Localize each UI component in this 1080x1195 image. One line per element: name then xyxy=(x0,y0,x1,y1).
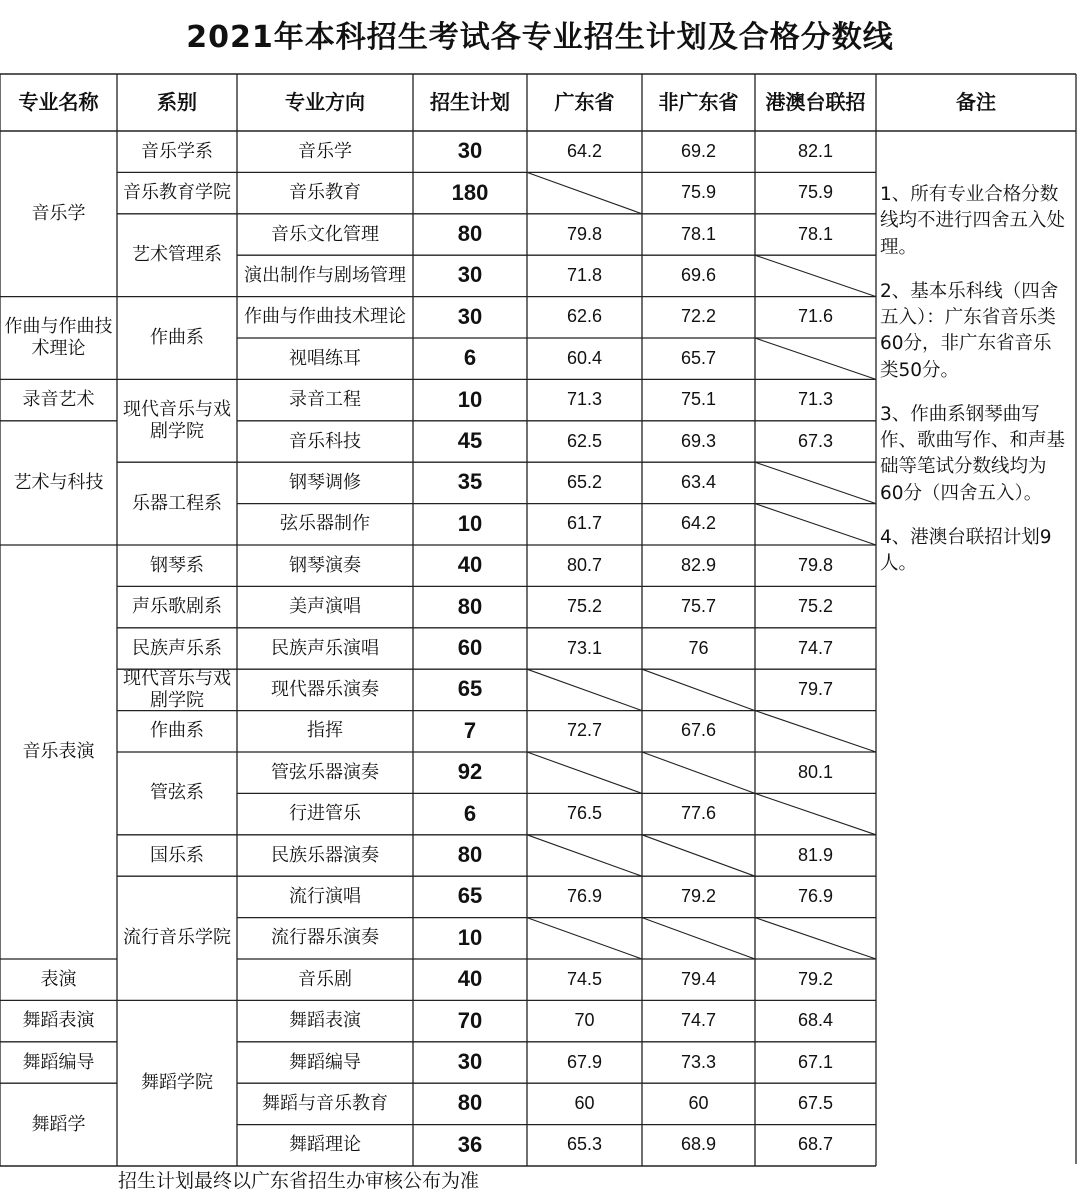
department-cell: 钢琴系 xyxy=(150,554,204,576)
score-guangdong-cell: 72.7 xyxy=(566,720,603,741)
score-hmt-cell: 79.2 xyxy=(797,968,834,989)
direction-cell: 作曲与作曲技术理论 xyxy=(244,306,406,328)
score-non-guangdong-cell: 67.6 xyxy=(680,720,717,741)
score-non-guangdong-cell: 68.9 xyxy=(680,1134,717,1155)
plan-cell: 92 xyxy=(457,759,483,785)
plan-cell: 180 xyxy=(451,179,489,205)
department-cell: 流行音乐学院 xyxy=(123,927,231,949)
score-non-guangdong-cell: 75.9 xyxy=(680,182,717,203)
major-cell: 作曲与作曲技术理论 xyxy=(4,316,113,359)
department-cell: 艺术管理系 xyxy=(132,244,222,266)
score-hmt-cell: 79.7 xyxy=(797,678,834,699)
direction-cell: 美声演唱 xyxy=(289,596,361,618)
department-cell: 声乐歌剧系 xyxy=(132,596,222,618)
score-hmt-cell: 82.1 xyxy=(797,140,834,161)
score-non-guangdong-cell: 76 xyxy=(688,637,709,658)
direction-cell: 演出制作与剧场管理 xyxy=(244,264,406,286)
score-guangdong-cell: 71.3 xyxy=(566,389,603,410)
score-guangdong-cell: 60 xyxy=(574,1092,595,1113)
score-hmt-cell: 71.3 xyxy=(797,389,834,410)
score-guangdong-cell: 75.2 xyxy=(566,596,603,617)
score-non-guangdong-cell: 65.7 xyxy=(680,347,717,368)
department-cell: 现代音乐与戏剧学院 xyxy=(123,667,231,711)
direction-cell: 录音工程 xyxy=(289,389,361,411)
score-guangdong-cell: 71.8 xyxy=(566,264,603,285)
direction-cell: 音乐剧 xyxy=(298,968,352,990)
header-gd: 广东省 xyxy=(554,90,615,115)
score-hmt-cell xyxy=(755,462,876,503)
score-guangdong-cell xyxy=(527,752,642,793)
score-hmt-cell: 76.9 xyxy=(797,885,834,906)
department-cell: 现代音乐与戏剧学院 xyxy=(123,398,231,442)
score-guangdong-cell xyxy=(527,172,642,213)
score-guangdong-cell: 73.1 xyxy=(566,637,603,658)
header-notes: 备注 xyxy=(956,90,996,115)
score-non-guangdong-cell: 60 xyxy=(688,1092,709,1113)
plan-cell: 40 xyxy=(457,552,483,578)
plan-cell: 36 xyxy=(457,1131,483,1157)
major-cell: 音乐表演 xyxy=(22,741,95,763)
direction-cell: 音乐科技 xyxy=(289,430,361,452)
plan-cell: 65 xyxy=(457,676,483,702)
score-guangdong-cell: 60.4 xyxy=(566,347,603,368)
direction-cell: 舞蹈与音乐教育 xyxy=(262,1092,388,1114)
score-guangdong-cell: 65.3 xyxy=(566,1134,603,1155)
score-non-guangdong-cell xyxy=(642,669,755,710)
score-hmt-cell: 67.1 xyxy=(797,1051,834,1072)
direction-cell: 钢琴演奏 xyxy=(289,554,361,576)
score-guangdong-cell: 79.8 xyxy=(566,223,603,244)
score-hmt-cell xyxy=(755,255,876,296)
header-major: 专业名称 xyxy=(18,90,99,115)
score-guangdong-cell: 70 xyxy=(574,1010,595,1031)
score-hmt-cell: 79.8 xyxy=(797,554,834,575)
score-hmt-cell xyxy=(755,711,876,752)
direction-cell: 舞蹈理论 xyxy=(289,1134,361,1156)
direction-cell: 音乐文化管理 xyxy=(271,223,379,245)
score-non-guangdong-cell: 75.1 xyxy=(680,389,717,410)
plan-cell: 80 xyxy=(457,221,483,247)
score-non-guangdong-cell: 78.1 xyxy=(680,223,717,244)
page-title: 2021年本科招生考试各专业招生计划及合格分数线 xyxy=(186,20,894,55)
score-guangdong-cell: 80.7 xyxy=(566,554,603,575)
header-direction: 专业方向 xyxy=(285,90,365,115)
score-guangdong-cell: 62.5 xyxy=(566,430,603,451)
direction-cell: 流行演唱 xyxy=(289,885,361,907)
score-hmt-cell: 67.5 xyxy=(797,1092,834,1113)
department-cell: 民族声乐系 xyxy=(132,637,222,659)
score-hmt-cell: 71.6 xyxy=(797,306,834,327)
plan-cell: 10 xyxy=(457,386,483,412)
score-hmt-cell: 75.2 xyxy=(797,596,834,617)
direction-cell: 现代器乐演奏 xyxy=(271,678,379,700)
plan-cell: 6 xyxy=(463,345,477,371)
plan-cell: 70 xyxy=(457,1007,483,1033)
header-non-gd: 非广东省 xyxy=(658,90,739,115)
plan-cell: 7 xyxy=(463,717,477,743)
plan-cell: 65 xyxy=(457,883,483,909)
department-cell: 管弦系 xyxy=(150,782,204,804)
direction-cell: 指挥 xyxy=(307,720,343,742)
note-item: 2、基本乐科线（四舍五入）：广东省音乐类60分，非广东省音乐类50分。 xyxy=(880,280,1059,381)
direction-cell: 行进管乐 xyxy=(289,803,361,825)
score-guangdong-cell: 64.2 xyxy=(566,140,603,161)
score-non-guangdong-cell xyxy=(642,752,755,793)
header-dept: 系别 xyxy=(157,90,197,115)
major-cell: 舞蹈学 xyxy=(31,1113,86,1135)
footer-note: 招生计划最终以广东省招生办审核公布为准 xyxy=(118,1170,480,1192)
score-non-guangdong-cell: 82.9 xyxy=(680,554,717,575)
score-guangdong-cell: 61.7 xyxy=(566,513,603,534)
score-non-guangdong-cell: 64.2 xyxy=(680,513,717,534)
plan-cell: 80 xyxy=(457,842,483,868)
note-item: 3、作曲系钢琴曲写作、歌曲写作、和声基础等笔试分数线均为60分（四舍五入）。 xyxy=(880,403,1066,504)
score-non-guangdong-cell: 79.2 xyxy=(680,885,717,906)
score-guangdong-cell: 74.5 xyxy=(566,968,603,989)
score-guangdong-cell: 76.5 xyxy=(566,803,603,824)
direction-cell: 音乐教育 xyxy=(289,182,361,204)
department-cell: 舞蹈学院 xyxy=(141,1072,213,1094)
score-guangdong-cell xyxy=(527,669,642,710)
direction-cell: 舞蹈编导 xyxy=(289,1051,361,1073)
department-cell: 作曲系 xyxy=(150,720,204,742)
plan-cell: 80 xyxy=(457,593,483,619)
plan-cell: 30 xyxy=(457,138,483,164)
plan-cell: 6 xyxy=(463,800,477,826)
header-hmt: 港澳台联招 xyxy=(765,90,866,115)
score-non-guangdong-cell: 69.6 xyxy=(680,264,717,285)
score-non-guangdong-cell: 63.4 xyxy=(680,471,717,492)
score-guangdong-cell: 62.6 xyxy=(566,306,603,327)
major-cell: 艺术与科技 xyxy=(13,471,104,493)
score-hmt-cell xyxy=(755,918,876,959)
major-cell: 音乐学 xyxy=(31,202,86,224)
major-cell: 表演 xyxy=(40,968,77,990)
plan-cell: 10 xyxy=(457,510,483,536)
direction-cell: 舞蹈表演 xyxy=(289,1010,361,1032)
department-cell: 乐器工程系 xyxy=(132,492,222,514)
header-plan: 招生计划 xyxy=(430,90,510,115)
direction-cell: 流行器乐演奏 xyxy=(271,927,379,949)
direction-cell: 音乐学 xyxy=(298,140,352,162)
direction-cell: 民族乐器演奏 xyxy=(271,844,379,866)
department-cell: 国乐系 xyxy=(150,844,204,866)
note-item: 1、所有专业合格分数线均不进行四舍五入处理。 xyxy=(880,184,1066,258)
score-hmt-cell: 78.1 xyxy=(797,223,834,244)
score-non-guangdong-cell: 77.6 xyxy=(680,803,717,824)
direction-cell: 管弦乐器演奏 xyxy=(271,761,379,783)
score-hmt-cell: 80.1 xyxy=(797,761,834,782)
score-guangdong-cell xyxy=(527,835,642,876)
plan-cell: 30 xyxy=(457,1049,483,1075)
plan-cell: 30 xyxy=(457,262,483,288)
plan-cell: 10 xyxy=(457,924,483,950)
score-hmt-cell: 74.7 xyxy=(797,637,834,658)
score-guangdong-cell: 76.9 xyxy=(566,885,603,906)
plan-cell: 80 xyxy=(457,1090,483,1116)
score-hmt-cell: 68.4 xyxy=(797,1010,834,1031)
score-hmt-cell: 75.9 xyxy=(797,182,834,203)
plan-cell: 40 xyxy=(457,966,483,992)
plan-cell: 30 xyxy=(457,303,483,329)
direction-cell: 民族声乐演唱 xyxy=(271,637,379,659)
score-guangdong-cell: 67.9 xyxy=(566,1051,603,1072)
score-non-guangdong-cell: 72.2 xyxy=(680,306,717,327)
score-guangdong-cell xyxy=(527,918,642,959)
major-cell: 舞蹈表演 xyxy=(22,1010,95,1032)
score-non-guangdong-cell: 69.3 xyxy=(680,430,717,451)
score-non-guangdong-cell: 69.2 xyxy=(680,140,717,161)
department-cell: 音乐教育学院 xyxy=(123,182,231,204)
note-item: 4、港澳台联招计划9人。 xyxy=(880,526,1052,575)
score-non-guangdong-cell: 73.3 xyxy=(680,1051,717,1072)
major-cell: 舞蹈编导 xyxy=(22,1051,95,1073)
direction-cell: 视唱练耳 xyxy=(289,347,361,369)
score-non-guangdong-cell: 75.7 xyxy=(680,596,717,617)
department-cell: 作曲系 xyxy=(150,327,204,349)
plan-cell: 60 xyxy=(457,635,483,661)
direction-cell: 弦乐器制作 xyxy=(280,513,370,535)
score-non-guangdong-cell xyxy=(642,918,755,959)
score-hmt-cell xyxy=(755,793,876,834)
score-hmt-cell xyxy=(755,504,876,545)
score-non-guangdong-cell: 79.4 xyxy=(680,968,717,989)
score-non-guangdong-cell xyxy=(642,835,755,876)
score-non-guangdong-cell: 74.7 xyxy=(680,1010,717,1031)
major-cell: 录音艺术 xyxy=(22,389,95,411)
score-hmt-cell: 68.7 xyxy=(797,1134,834,1155)
plan-cell: 45 xyxy=(457,428,483,454)
notes-column xyxy=(880,182,1070,595)
department-cell: 音乐学系 xyxy=(141,140,213,162)
direction-cell: 钢琴调修 xyxy=(289,471,361,493)
score-hmt-cell xyxy=(755,338,876,379)
score-hmt-cell: 81.9 xyxy=(797,844,834,865)
score-guangdong-cell: 65.2 xyxy=(566,471,603,492)
score-hmt-cell: 67.3 xyxy=(797,430,834,451)
plan-cell: 35 xyxy=(457,469,483,495)
